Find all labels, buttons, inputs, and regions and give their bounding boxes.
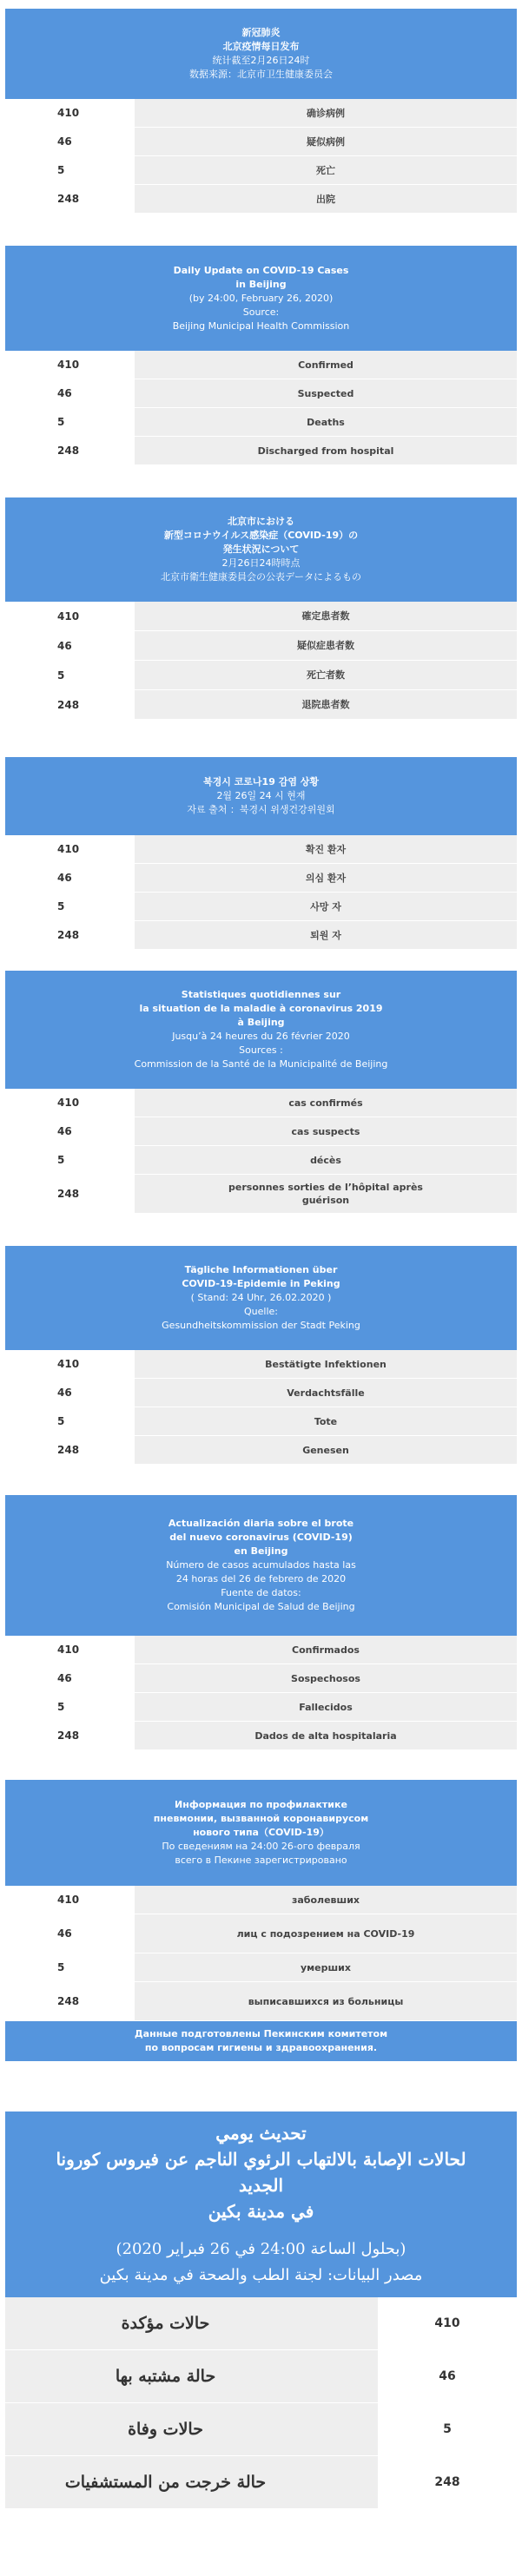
table-row	[5, 2297, 517, 2350]
header-title-line: تحديث يومي	[215, 2123, 307, 2144]
count-value: 5	[5, 1146, 135, 1174]
table-row	[5, 1089, 517, 1117]
header-title-line: 発生状況について	[222, 544, 300, 555]
table-row	[5, 99, 517, 128]
card-header	[5, 971, 517, 1089]
header-sub-line: 北京市衛生健康委員会の公表データによるもの	[161, 571, 361, 583]
count-value: 410	[5, 1350, 135, 1378]
count-value: 248	[5, 690, 135, 719]
card-korean	[5, 757, 517, 950]
header-title-line: à Beijing	[237, 1017, 285, 1028]
count-value: 410	[5, 1886, 135, 1914]
table-row	[5, 1407, 517, 1436]
count-label: Dados de alta hospitalaria	[135, 1722, 517, 1749]
count-label: 出院	[135, 185, 517, 213]
card-header	[5, 1246, 517, 1350]
count-label: حالة خرجت من المستشفيات	[5, 2456, 378, 2508]
count-value: 248	[5, 185, 135, 213]
count-value: 410	[5, 602, 135, 630]
card-header	[5, 757, 517, 835]
count-value: 410	[5, 1089, 135, 1117]
card-footer	[5, 2021, 517, 2061]
count-value: 5	[5, 1407, 135, 1435]
count-label: выписавшихся из больницы	[135, 1982, 517, 2020]
header-sub-line: Número de casos acumulados hasta las	[166, 1559, 356, 1571]
header-sub-line: 2월 26일 24 시 현재	[216, 790, 306, 801]
stats-table	[5, 2297, 517, 2509]
count-label: Bestätigte Infektionen	[135, 1350, 517, 1378]
count-label: Confirmados	[135, 1636, 517, 1664]
count-value: 5	[5, 893, 135, 920]
table-row	[5, 1350, 517, 1379]
table-row	[5, 921, 517, 950]
count-label: Suspected	[135, 379, 517, 407]
table-row	[5, 1982, 517, 2021]
count-value: 248	[5, 437, 135, 464]
table-row	[5, 156, 517, 185]
count-value: 46	[5, 1664, 135, 1692]
table-row	[5, 864, 517, 893]
header-sub-line: Gesundheitskommission der Stadt Peking	[162, 1320, 360, 1331]
count-label: Discharged from hospital	[135, 437, 517, 464]
card-spanish	[5, 1495, 517, 1750]
table-row	[5, 1953, 517, 1982]
table-row	[5, 1117, 517, 1146]
table-row	[5, 602, 517, 631]
count-label: Genesen	[135, 1436, 517, 1464]
count-value: 248	[5, 1982, 135, 2020]
count-label: Sospechosos	[135, 1664, 517, 1692]
stats-table	[5, 1350, 517, 1465]
header-sub-line: Quelle:	[244, 1306, 278, 1317]
card-arabic	[5, 2112, 517, 2509]
table-row	[5, 835, 517, 864]
count-value: 5	[378, 2403, 517, 2455]
header-title-line: 北京疫情每日发布	[222, 41, 300, 52]
card-chinese	[5, 9, 517, 214]
table-row	[5, 631, 517, 661]
count-label: personnes sorties de l’hôpital après guérison	[135, 1175, 517, 1213]
card-header	[5, 2112, 517, 2297]
count-value: 46	[5, 864, 135, 892]
card-french	[5, 971, 517, 1214]
count-label: décès	[135, 1146, 517, 1174]
table-row	[5, 893, 517, 921]
count-value: 410	[378, 2297, 517, 2349]
footer-line: Данные подготовлены Пекинским комитетом	[134, 2028, 388, 2039]
card-header	[5, 246, 517, 351]
stats-table	[5, 99, 517, 214]
header-sub-line: 统计截至2月26日24时	[212, 55, 310, 66]
header-title-line: 新冠肺炎	[241, 27, 281, 38]
count-label: 확진 환자	[135, 835, 517, 863]
card-header	[5, 1780, 517, 1886]
stats-table	[5, 1089, 517, 1214]
count-label: حالات وفاة	[5, 2403, 378, 2455]
count-label: 사망 자	[135, 893, 517, 920]
table-row	[5, 2403, 517, 2456]
count-value: 410	[5, 351, 135, 379]
card-japanese	[5, 497, 517, 720]
header-sub-line: Commission de la Santé de la Municipalité de Beijing	[134, 1058, 388, 1070]
count-label: 確定患者数	[135, 602, 517, 630]
count-value: 248	[5, 1175, 135, 1213]
header-title-line: 新型コロナウイルス感染症（COVID-19）の	[163, 530, 359, 541]
count-label: حالة مشتبه بها	[5, 2350, 378, 2402]
count-label: Verdachtsfälle	[135, 1379, 517, 1407]
count-label: 退院患者数	[135, 690, 517, 719]
header-sub-line: Jusqu’à 24 heures du 26 février 2020	[172, 1031, 350, 1042]
count-value: 248	[378, 2456, 517, 2508]
header-title-line: la situation de la maladie à coronavirus 2019	[139, 1003, 383, 1014]
count-value: 410	[5, 1636, 135, 1664]
count-label: cas suspects	[135, 1117, 517, 1145]
header-sub-line: (by 24:00, February 26, 2020)	[188, 292, 334, 304]
header-title-line: 북경시 코로나19 감염 상황	[202, 776, 320, 787]
count-label: Fallecidos	[135, 1693, 517, 1721]
header-title-line: нового типа（COVID-19）	[193, 1827, 329, 1838]
table-row	[5, 1664, 517, 1693]
stats-table	[5, 1636, 517, 1750]
count-label: 死亡者数	[135, 661, 517, 689]
count-value: 46	[5, 631, 135, 660]
header-sub-line: Source:	[242, 306, 280, 318]
card-german	[5, 1246, 517, 1465]
stats-table	[5, 351, 517, 465]
card-header	[5, 1495, 517, 1636]
count-value: 5	[5, 408, 135, 436]
header-title-line: пневмонии, вызванной коронавирусом	[153, 1813, 369, 1824]
count-value: 248	[5, 921, 135, 949]
header-title-line: del nuevo coronavirus (COVID-19)	[169, 1532, 353, 1543]
stats-table	[5, 602, 517, 720]
stats-table	[5, 835, 517, 950]
card-russian	[5, 1780, 517, 2061]
count-label: 퇴원 자	[135, 921, 517, 949]
table-row	[5, 1722, 517, 1750]
card-header	[5, 497, 517, 602]
count-value: 410	[5, 99, 135, 127]
card-header	[5, 9, 517, 99]
count-label: 确诊病例	[135, 99, 517, 127]
count-value: 410	[5, 835, 135, 863]
table-row	[5, 379, 517, 408]
count-value: 248	[5, 1436, 135, 1464]
table-row	[5, 2350, 517, 2403]
table-row	[5, 661, 517, 690]
header-sub-line: 자료 출처 ：북경시 위생건강위원회	[187, 804, 335, 815]
table-row	[5, 1886, 517, 1914]
count-label: лиц с подозрением на COVID-19	[135, 1914, 517, 1953]
stats-table	[5, 1886, 517, 2021]
count-label: Confirmed	[135, 351, 517, 379]
table-row	[5, 1693, 517, 1722]
header-title-line: Statistiques quotidiennes sur	[181, 989, 341, 1000]
table-row	[5, 408, 517, 437]
count-value: 5	[5, 1693, 135, 1721]
count-value: 46	[5, 1117, 135, 1145]
count-value: 46	[5, 128, 135, 155]
header-title-line: Tägliche Informationen über	[184, 1264, 338, 1275]
count-label: cas confirmés	[135, 1089, 517, 1117]
count-value: 5	[5, 661, 135, 689]
table-row	[5, 1636, 517, 1664]
count-label: умерших	[135, 1953, 517, 1981]
header-sub-line: 24 horas del 26 de febrero de 2020	[175, 1573, 347, 1584]
header-sub-line: 2月26日24時時点	[221, 557, 301, 569]
count-label: 疑似病例	[135, 128, 517, 155]
header-title-line: en Beijing	[234, 1545, 288, 1557]
count-value: 46	[378, 2350, 517, 2402]
table-row	[5, 437, 517, 465]
header-sub-line: مصدر البيانات: لجنة الطب والصحة في مدينة بكين	[99, 2266, 423, 2284]
table-row	[5, 351, 517, 379]
table-row	[5, 185, 517, 214]
header-sub-line: По сведениям на 24:00 26-ого февраля	[162, 1841, 360, 1852]
count-value: 5	[5, 1953, 135, 1981]
count-label: 疑似症患者数	[135, 631, 517, 660]
table-row	[5, 1436, 517, 1465]
header-sub-line: (بحلول الساعة 24:00 في 26 فبراير 2020)	[116, 2240, 406, 2258]
header-sub-line: Fuente de datos:	[221, 1587, 301, 1598]
table-row	[5, 1379, 517, 1407]
table-row	[5, 2456, 517, 2509]
count-value: 46	[5, 1379, 135, 1407]
header-sub-line: Comisión Municipal de Salud de Beijing	[167, 1601, 355, 1612]
count-label: 死亡	[135, 156, 517, 184]
header-title-line: Daily Update on COVID-19 Cases	[173, 264, 349, 276]
count-value: 5	[5, 156, 135, 184]
header-title-line: 北京市における	[228, 516, 294, 527]
header-title-line: لحالات الإصابة بالالتهاب الرئوي الناجم عن فيروس كورونا الجديد	[56, 2149, 466, 2196]
table-row	[5, 1914, 517, 1953]
card-english	[5, 246, 517, 465]
count-label: 의심 환자	[135, 864, 517, 892]
header-title-line: COVID-19-Epidemie in Peking	[182, 1278, 340, 1289]
count-value: 46	[5, 379, 135, 407]
count-label: Deaths	[135, 408, 517, 436]
footer-line: по вопросам гигиены и здравоохранения.	[144, 2042, 378, 2053]
header-sub-line: Sources :	[239, 1044, 283, 1056]
table-row	[5, 128, 517, 156]
count-label: حالات مؤكدة	[5, 2297, 378, 2349]
count-value: 248	[5, 1722, 135, 1749]
header-sub-line: всего в Пекине зарегистрировано	[175, 1855, 347, 1866]
header-title-line: in Beijing	[235, 278, 287, 290]
header-title-line: في مدينة بكين	[208, 2201, 314, 2222]
table-row	[5, 1146, 517, 1175]
count-label: заболевших	[135, 1886, 517, 1914]
header-sub-line: Beijing Municipal Health Commission	[172, 320, 350, 332]
header-title-line: Actualización diaria sobre el brote	[168, 1518, 354, 1529]
count-label: Tote	[135, 1407, 517, 1435]
count-value: 46	[5, 1914, 135, 1953]
table-row	[5, 1175, 517, 1214]
header-title-line: Информация по профилактике	[175, 1799, 347, 1810]
header-sub-line: ( Stand: 24 Uhr, 26.02.2020 )	[190, 1292, 332, 1303]
table-row	[5, 690, 517, 720]
header-sub-line: 数据来源：北京市卫生健康委员会	[189, 69, 333, 80]
